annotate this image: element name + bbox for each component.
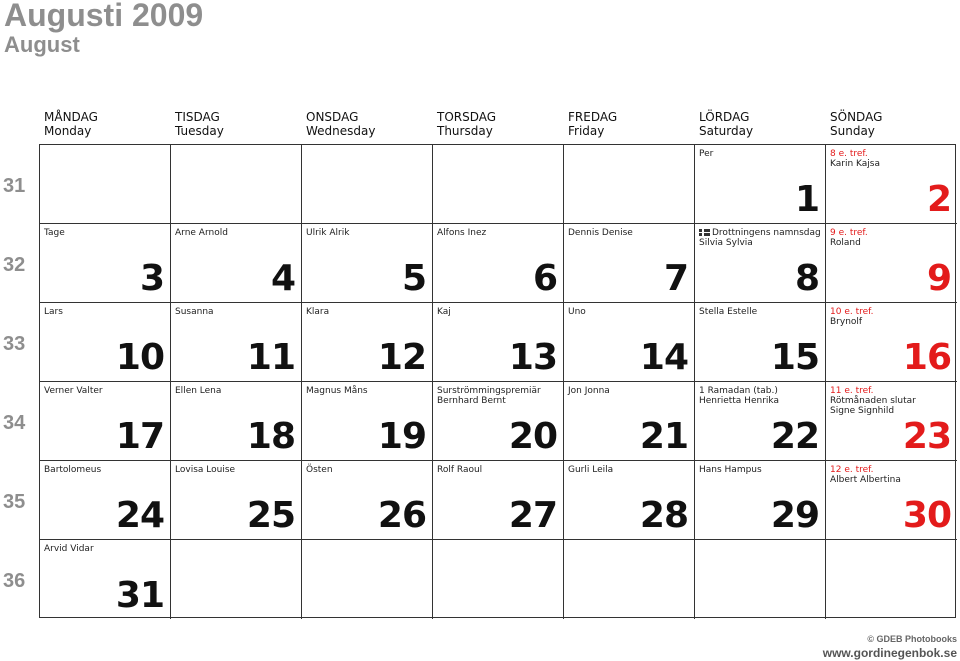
- day-cell: [564, 145, 695, 224]
- weekday-name-english: Saturday: [699, 124, 754, 138]
- name-day-line: Rötmånaden slutar: [830, 396, 916, 406]
- name-day-line: Surströmmingspremiär: [437, 386, 541, 396]
- day-cell: [433, 382, 564, 461]
- day-cell: [826, 145, 957, 224]
- day-cell: [171, 382, 302, 461]
- week-row: [40, 540, 955, 619]
- name-day-line: Östen: [306, 465, 333, 475]
- week-number: [0, 223, 36, 302]
- weekday-name-swedish: TISDAG: [175, 110, 220, 124]
- day-cell: [564, 540, 695, 619]
- day-cell: [826, 224, 957, 303]
- week-number-label: 34: [3, 412, 26, 434]
- day-number: 23: [902, 416, 951, 457]
- day-number: 10: [115, 337, 164, 378]
- day-number: 24: [115, 495, 164, 536]
- day-number: 20: [508, 416, 557, 457]
- day-number: 25: [246, 495, 295, 536]
- day-number: 8: [794, 258, 819, 299]
- name-day-line: Gurli Leila: [568, 465, 614, 475]
- name-day-line: Bartolomeus: [44, 465, 102, 475]
- day-number: 3: [139, 258, 164, 299]
- day-cell: [302, 303, 433, 382]
- day-cell: [695, 224, 826, 303]
- name-day-line: 8 e. tref.: [830, 149, 868, 159]
- name-day-text: [699, 465, 821, 475]
- name-day-text: [175, 465, 297, 475]
- name-day-text: [830, 307, 953, 327]
- month-title-english: August: [4, 32, 80, 57]
- name-day-line: Klara: [306, 307, 330, 317]
- weekday-name-swedish: ONSDAG: [306, 110, 359, 124]
- name-day-text: [568, 465, 690, 475]
- day-cell: [826, 461, 957, 540]
- day-cell: [302, 540, 433, 619]
- name-day-text: [44, 307, 166, 317]
- name-day-text: [306, 465, 428, 475]
- day-cell: [695, 382, 826, 461]
- day-cell: [695, 303, 826, 382]
- name-day-line: Albert Albertina: [830, 475, 901, 485]
- day-cell: [40, 224, 171, 303]
- day-cell: [433, 540, 564, 619]
- name-day-text: [437, 228, 559, 238]
- day-number: 7: [663, 258, 688, 299]
- name-day-text: [830, 149, 953, 169]
- weekday-header: [564, 110, 695, 144]
- day-number: 19: [377, 416, 426, 457]
- day-cell: [171, 224, 302, 303]
- name-day-line: 12 e. tref.: [830, 465, 874, 475]
- name-day-line: Dennis Denise: [568, 228, 633, 238]
- name-day-text: [699, 149, 821, 159]
- name-day-line: Stella Estelle: [699, 307, 758, 317]
- name-day-line: Roland: [830, 238, 861, 248]
- weekday-name-swedish: LÖRDAG: [699, 110, 750, 124]
- week-row: [40, 145, 955, 224]
- day-number: 29: [770, 495, 819, 536]
- day-cell: [302, 224, 433, 303]
- day-number: 2: [926, 179, 951, 220]
- weekday-name-english: Monday: [44, 124, 92, 138]
- name-day-text: [175, 307, 297, 317]
- day-number: 26: [377, 495, 426, 536]
- day-number: 15: [770, 337, 819, 378]
- weekday-header: [171, 110, 302, 144]
- name-day-line: Lovisa Louise: [175, 465, 236, 475]
- day-cell: [564, 303, 695, 382]
- week-row: [40, 461, 955, 540]
- day-number: 16: [902, 337, 951, 378]
- weekday-name-english: Tuesday: [175, 124, 224, 138]
- name-day-line: Tage: [44, 228, 65, 238]
- day-cell: [433, 303, 564, 382]
- day-cell: [695, 461, 826, 540]
- weekday-name-swedish: MÅNDAG: [44, 110, 98, 124]
- name-day-line: Brynolf: [830, 317, 863, 327]
- day-cell: [564, 461, 695, 540]
- day-cell: [171, 461, 302, 540]
- day-cell: [40, 303, 171, 382]
- name-day-text: [830, 228, 953, 248]
- day-number: 14: [639, 337, 688, 378]
- name-day-line: Uno: [568, 307, 586, 317]
- name-day-line: Jon Jonna: [568, 386, 610, 396]
- weekday-header: [826, 110, 957, 144]
- name-day-text: [44, 465, 166, 475]
- day-number: 13: [508, 337, 557, 378]
- weekday-header: [40, 110, 171, 144]
- name-day-text: [175, 386, 297, 396]
- weekday-name-swedish: FREDAG: [568, 110, 618, 124]
- name-day-line: Silvia Sylvia: [699, 238, 753, 248]
- week-number-label: 31: [3, 175, 26, 197]
- week-number: [0, 144, 36, 223]
- day-number: 27: [508, 495, 557, 536]
- name-day-text: [830, 386, 953, 416]
- weekday-name-english: Sunday: [830, 124, 875, 138]
- day-number: 28: [639, 495, 688, 536]
- name-day-line: Hans Hampus: [699, 465, 762, 475]
- day-number: 1: [794, 179, 819, 220]
- name-day-line: Verner Valter: [44, 386, 103, 396]
- copyright-credit: © GDEB Photobooks: [867, 634, 957, 644]
- week-number-label: 36: [3, 570, 26, 592]
- week-number: [0, 381, 36, 460]
- name-day-text: [306, 386, 428, 396]
- name-day-text: [830, 465, 953, 485]
- day-cell: [40, 540, 171, 619]
- weekday-header-row: [40, 110, 957, 144]
- day-cell: [826, 303, 957, 382]
- website-credit: www.gordinegenbok.se: [822, 646, 957, 660]
- day-number: 21: [639, 416, 688, 457]
- week-number-label: 32: [3, 254, 26, 276]
- name-day-text: [437, 307, 559, 317]
- day-cell: [171, 145, 302, 224]
- name-day-line: 9 e. tref.: [830, 228, 868, 238]
- day-cell: [302, 461, 433, 540]
- name-day-line: Rolf Raoul: [437, 465, 483, 475]
- name-day-text: [306, 228, 428, 238]
- week-row: [40, 224, 955, 303]
- name-day-line: Karin Kajsa: [830, 159, 880, 169]
- name-day-text: [568, 228, 690, 238]
- name-day-line: Ellen Lena: [175, 386, 222, 396]
- name-day-line: Arvid Vidar: [44, 544, 94, 554]
- day-cell: [171, 303, 302, 382]
- name-day-line: 11 e. tref.: [830, 386, 874, 396]
- name-day-line: Alfons Inez: [437, 228, 487, 238]
- day-cell: [433, 224, 564, 303]
- day-number: 17: [115, 416, 164, 457]
- name-day-line: Signe Signhild: [830, 406, 895, 416]
- name-day-line: Per: [699, 149, 714, 159]
- name-day-line-text: Drottningens namnsdag: [712, 228, 821, 238]
- day-number: 22: [770, 416, 819, 457]
- week-number-label: 33: [3, 333, 26, 355]
- day-cell: [695, 540, 826, 619]
- name-day-text: [699, 307, 821, 317]
- name-day-line: Susanna: [175, 307, 214, 317]
- week-row: [40, 382, 955, 461]
- day-number: 4: [270, 258, 295, 299]
- name-day-text: [175, 228, 297, 238]
- week-number: [0, 539, 36, 618]
- weekday-name-english: Friday: [568, 124, 605, 138]
- name-day-line: 1 Ramadan (tab.): [699, 386, 778, 396]
- name-day-text: [44, 228, 166, 238]
- weekday-header: [695, 110, 826, 144]
- day-number: 31: [115, 575, 164, 616]
- day-cell: [564, 224, 695, 303]
- name-day-text: [306, 307, 428, 317]
- name-day-text: [568, 386, 690, 396]
- name-day-text: [44, 386, 166, 396]
- weekday-header: [433, 110, 564, 144]
- weekday-name-swedish: TORSDAG: [437, 110, 497, 124]
- day-cell: [826, 540, 957, 619]
- day-number: 30: [902, 495, 951, 536]
- swedish-flag-icon: [699, 229, 710, 236]
- weekday-name-english: Thursday: [437, 124, 493, 138]
- name-day-line: Henrietta Henrika: [699, 396, 779, 406]
- name-day-line: Lars: [44, 307, 63, 317]
- weekday-name-swedish: SÖNDAG: [830, 110, 883, 124]
- name-day-text: [699, 386, 821, 406]
- day-cell: [40, 461, 171, 540]
- day-number: 12: [377, 337, 426, 378]
- day-number: 18: [246, 416, 295, 457]
- week-number: [0, 460, 36, 539]
- day-cell: [40, 382, 171, 461]
- name-day-text: [568, 307, 690, 317]
- weekday-header: [302, 110, 433, 144]
- day-cell: [826, 382, 957, 461]
- day-cell: [302, 382, 433, 461]
- name-day-line: Arne Arnold: [175, 228, 228, 238]
- day-cell: [695, 145, 826, 224]
- calendar-grid: [39, 144, 956, 618]
- week-number: [0, 302, 36, 381]
- week-number-label: 35: [3, 491, 26, 513]
- week-number-column: [0, 144, 36, 618]
- name-day-text: [437, 386, 559, 406]
- day-number: 6: [532, 258, 557, 299]
- day-cell: [564, 382, 695, 461]
- name-day-line: [699, 228, 821, 238]
- week-row: [40, 303, 955, 382]
- day-cell: [40, 145, 171, 224]
- day-number: 9: [926, 258, 951, 299]
- day-cell: [302, 145, 433, 224]
- name-day-line: Magnus Måns: [306, 386, 368, 396]
- day-cell: [433, 145, 564, 224]
- day-number: 11: [246, 337, 295, 378]
- day-cell: [171, 540, 302, 619]
- day-cell: [433, 461, 564, 540]
- name-day-text: [44, 544, 166, 554]
- weekday-name-english: Wednesday: [306, 124, 376, 138]
- name-day-line: Bernhard Bernt: [437, 396, 506, 406]
- month-title-swedish: Augusti 2009: [4, 0, 204, 33]
- name-day-line: Kaj: [437, 307, 451, 317]
- name-day-line: 10 e. tref.: [830, 307, 874, 317]
- name-day-text: [437, 465, 559, 475]
- name-day-text: [699, 228, 821, 248]
- name-day-line: Ulrik Alrik: [306, 228, 350, 238]
- day-number: 5: [401, 258, 426, 299]
